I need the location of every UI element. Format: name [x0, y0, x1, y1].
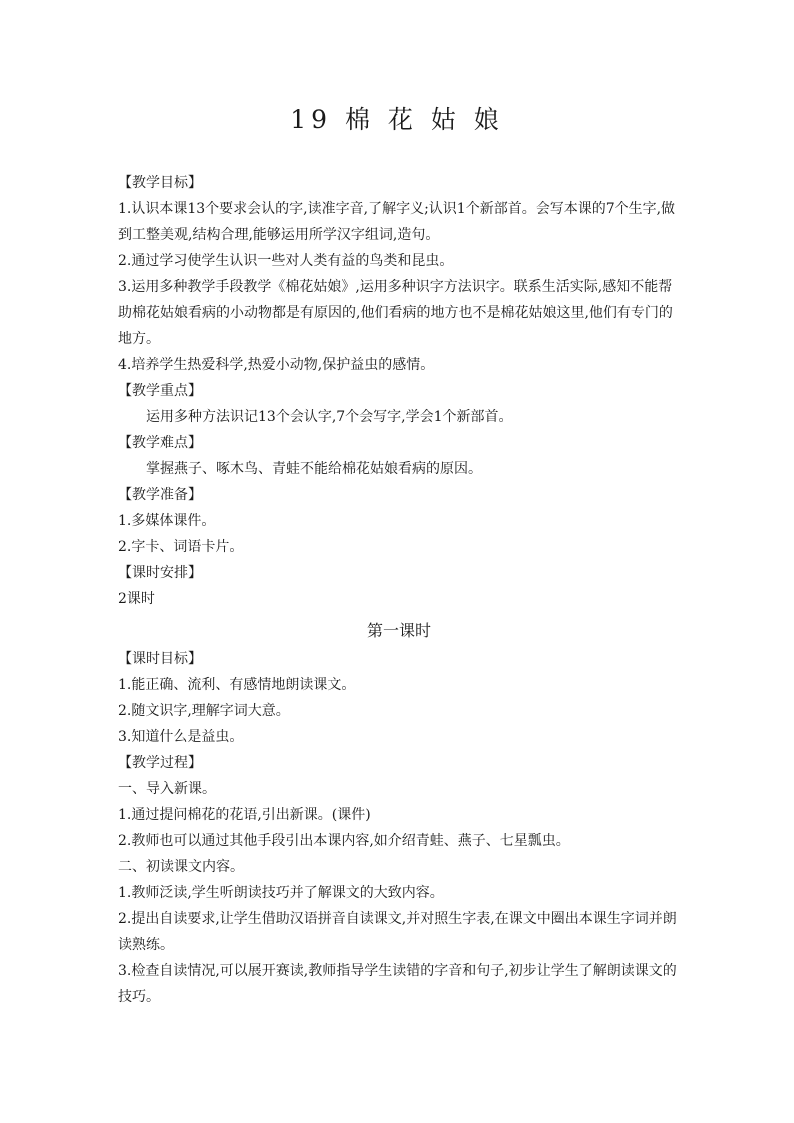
paragraph: 1.能正确、流利、有感情地朗读课文。: [118, 677, 356, 693]
section-heading: 【教学难点】: [118, 435, 202, 451]
paragraph: 2课时: [118, 591, 155, 607]
paragraph: 1.认识本课13个要求会认的字,读准字音,了解字义;认识1个新部首。会写本课的7个生字,做到工整美观,结构合理,能够运用所学汉字组词,造句。: [118, 201, 676, 243]
paragraph: 2.教师也可以通过其他手段引出本课内容,如介绍青蛙、燕子、七星瓢虫。: [118, 833, 570, 849]
paragraph: 3.检查自读情况,可以展开赛读,教师指导学生读错的字音和句子,初步让学生了解朗读课文的技巧。: [118, 963, 677, 1005]
paragraph: 2.随文识字,理解字词大意。: [118, 703, 290, 719]
paragraph: 4.培养学生热爱科学,热爱小动物,保护益虫的感情。: [118, 357, 435, 373]
section-heading: 【教学过程】: [118, 755, 202, 771]
section-heading: 【教学准备】: [118, 487, 202, 503]
paragraph: 3.运用多种教学手段教学《棉花姑娘》,运用多种识字方法识字。联系生活实际,感知不能帮助棉花姑娘看病的小动物都是有原因的,他们看病的地方也不是棉花姑娘这里,他们有专门的地方。: [118, 279, 673, 347]
paragraph: 一、导入新课。: [118, 781, 216, 797]
paragraph: 1.通过提问棉花的花语,引出新课。(课件): [118, 807, 371, 823]
lesson-period-heading: 第一课时: [366, 621, 431, 640]
paragraph: 二、初读课文内容。: [118, 859, 244, 875]
paragraph: 3.知道什么是益虫。: [118, 729, 244, 745]
indented-paragraph: 运用多种方法识记13个会认字,7个会写字,学会1个新部首。: [146, 409, 513, 425]
paragraph: 1.多媒体课件。: [118, 513, 216, 529]
paragraph: 1.教师泛读,学生听朗读技巧并了解课文的大致内容。: [118, 885, 444, 901]
document-title: 19 棉 花 姑 娘: [290, 105, 504, 134]
section-heading: 【教学重点】: [118, 383, 202, 399]
section-heading: 【课时安排】: [118, 565, 202, 581]
section-heading: 【教学目标】: [118, 175, 202, 191]
section-heading: 【课时目标】: [118, 651, 202, 667]
indented-paragraph: 掌握燕子、啄木鸟、青蛙不能给棉花姑娘看病的原因。: [146, 461, 482, 477]
paragraph: 2.提出自读要求,让学生借助汉语拼音自读课文,并对照生字表,在课文中圈出本课生字词并朗读熟练。: [118, 911, 677, 953]
document-body: [118, 170, 680, 1010]
paragraph: 2.字卡、词语卡片。: [118, 539, 244, 555]
paragraph: 2.通过学习使学生认识一些对人类有益的鸟类和昆虫。: [118, 253, 454, 269]
